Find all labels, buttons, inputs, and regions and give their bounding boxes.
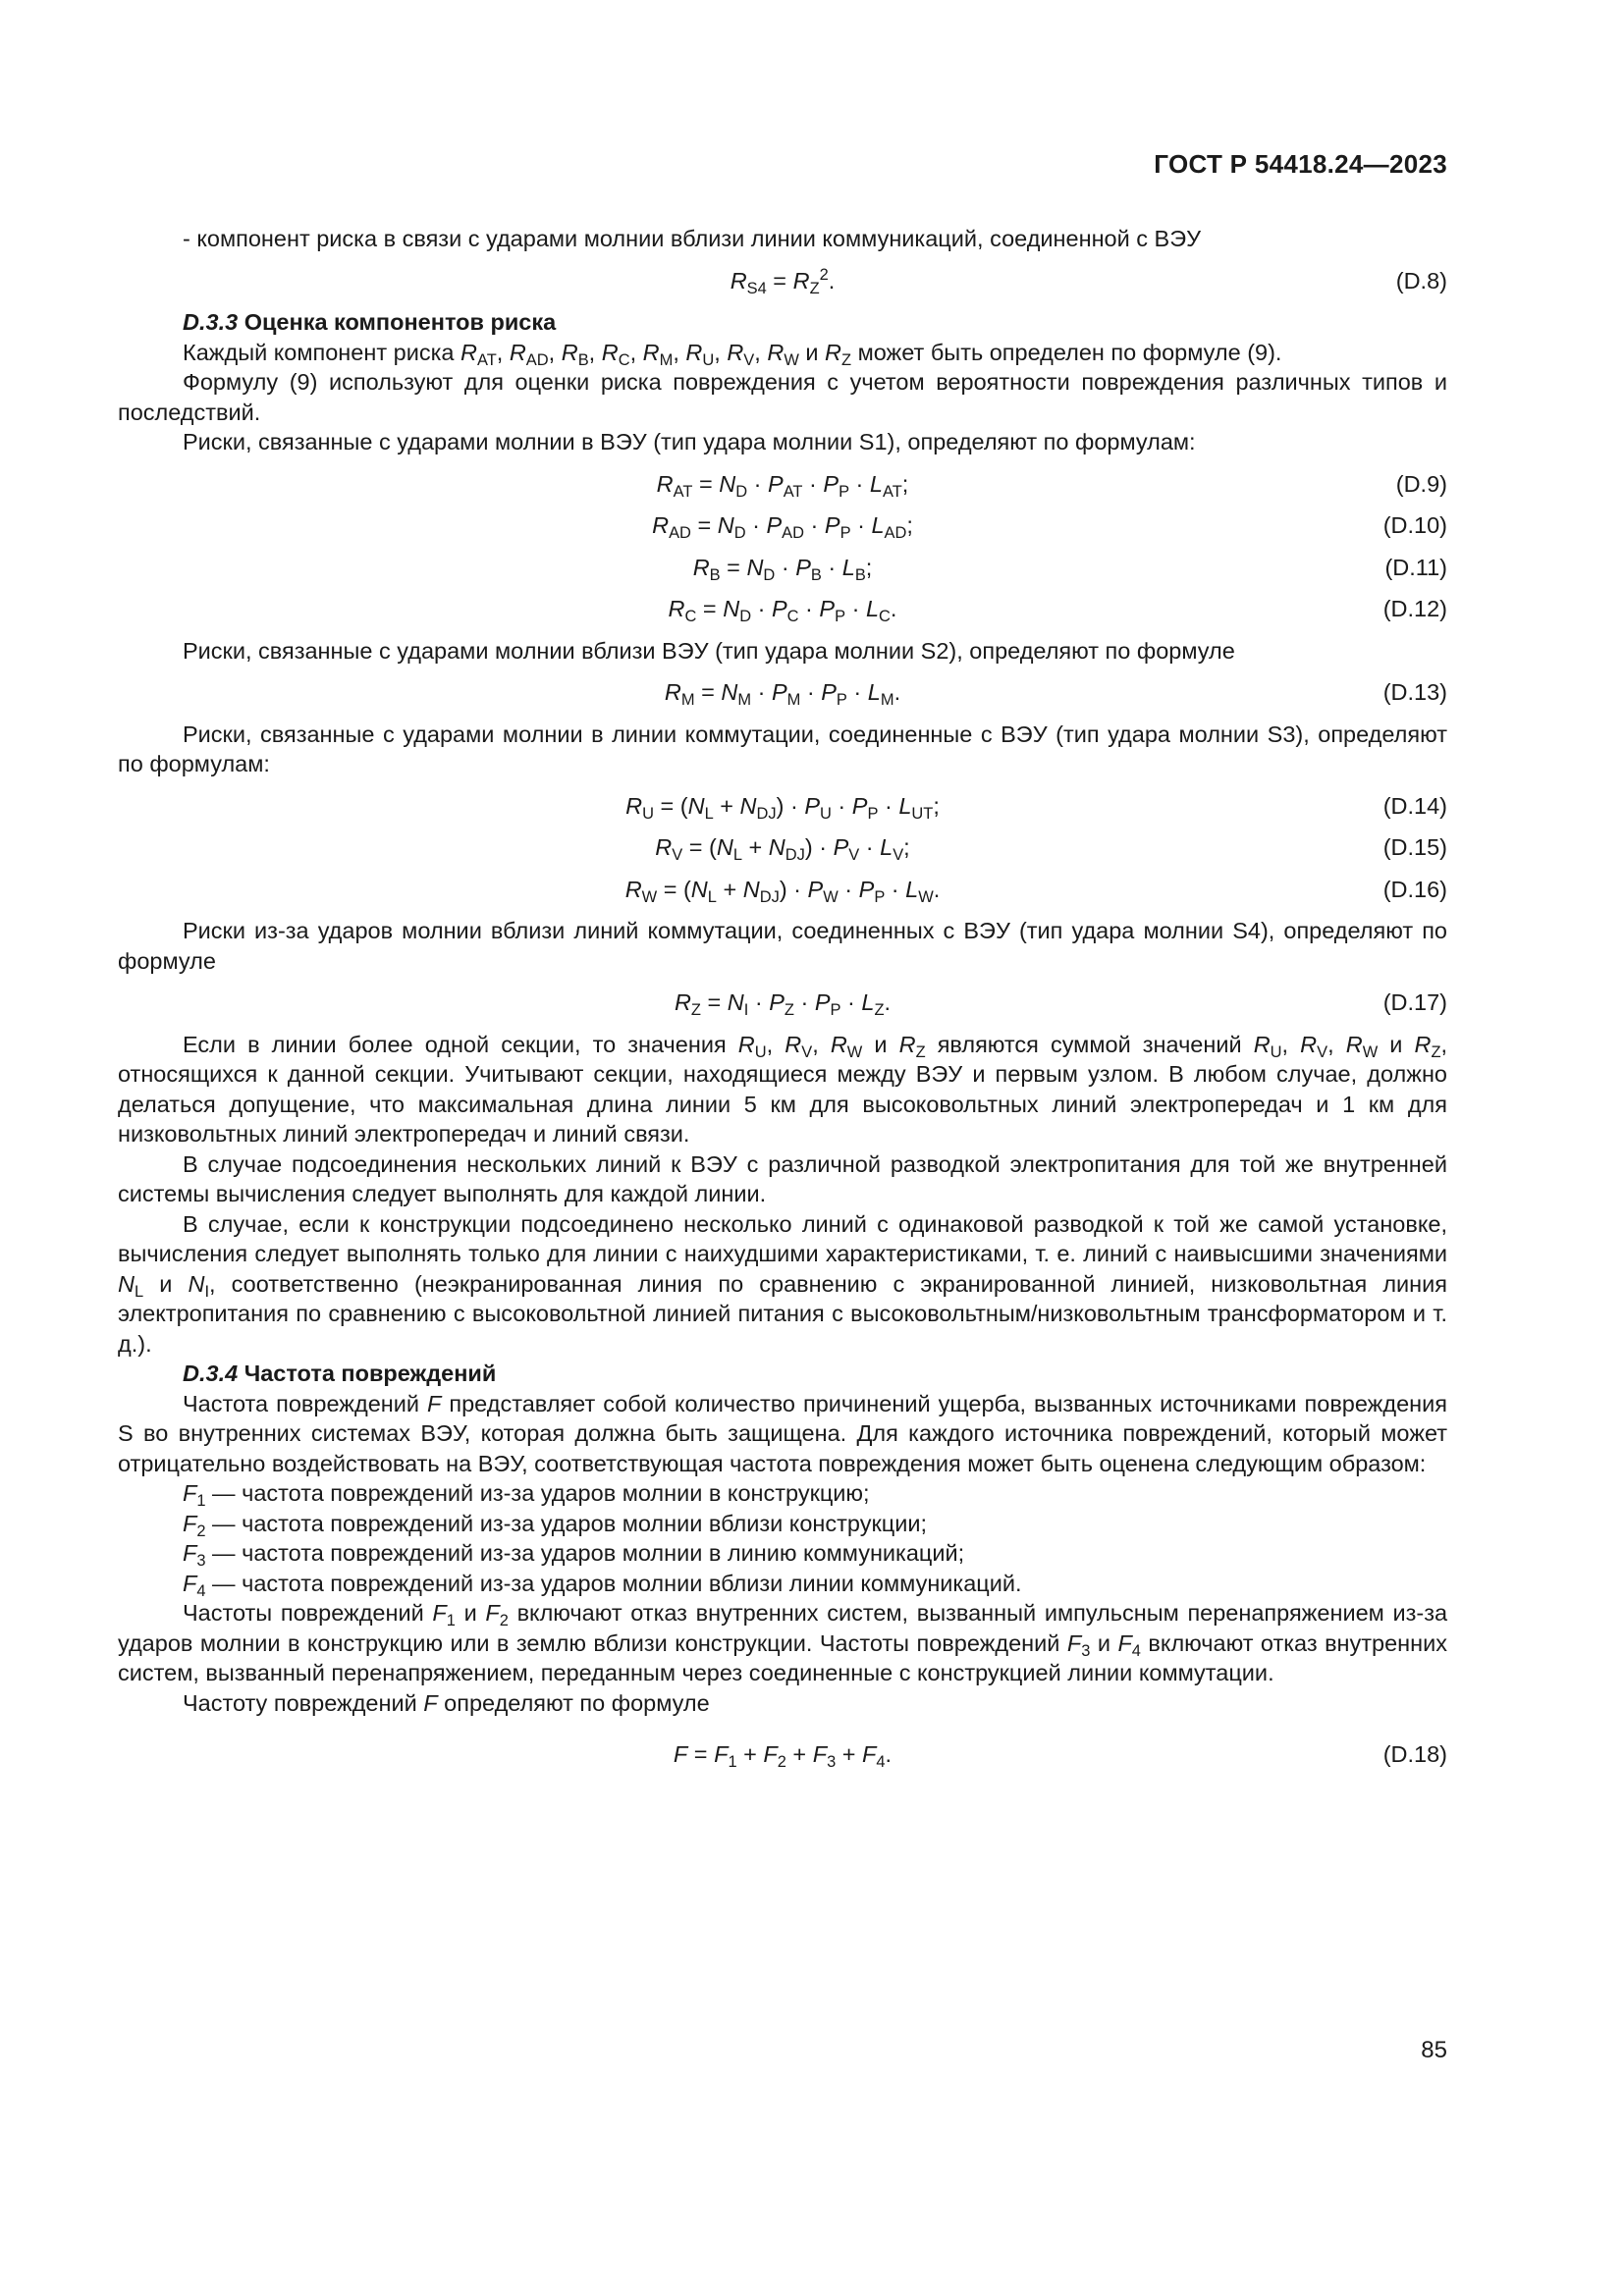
formula: $R_M = N_M \cdot P_M \cdot P_P \cdot L_M$. xyxy=(664,679,901,709)
formula: $R_V = (N_L + N_{DJ}) \cdot P_V \cdot L_V$; xyxy=(655,834,910,864)
equation-d12 xyxy=(118,594,1447,624)
paragraph: Риски, связанные с ударами молнии в ВЭУ (тип удара молнии S1), определяют по формулам: xyxy=(183,429,1196,454)
equation-d8 xyxy=(118,266,1447,296)
page-content xyxy=(118,224,1447,1782)
formula: $R_B = N_D \cdot P_B \cdot L_B$; xyxy=(692,554,873,584)
formula: $R_C = N_D \cdot P_C \cdot P_P \cdot L_C$. xyxy=(668,596,897,625)
formula: $R_{S4} = R_Z^2$. xyxy=(730,265,836,297)
formula: $R_Z = N_I \cdot P_Z \cdot P_P \cdot L_Z$. xyxy=(674,989,892,1019)
paragraph: Каждый компонент риска $R_{AT}$, $R_{AD}$, $R_B$, $R_C$, $R_M$, $R_U$, $R_V$, $R_W$ и $R_Z$ может быть определен по формуле (9). xyxy=(183,339,1282,369)
paragraph: Риски, связанные с ударами молнии в линии коммутации, соединенные с ВЭУ (тип удара молнии S3), определяют по формулам: xyxy=(118,721,1447,776)
formula: $R_{AT} = N_D \cdot P_{AT} \cdot P_P \cdot L_{AT}$; xyxy=(656,470,909,501)
list-item: $F_1$ — частота повреждений из-за ударов молнии в конструкцию; xyxy=(183,1480,870,1510)
equation-d14 xyxy=(118,791,1447,822)
paragraph: В случае подсоединения нескольких линий к ВЭУ с различной разводкой электропитания для той же внутренней системы вычисления следует выполнять для каждой линии. xyxy=(118,1150,1447,1206)
paragraph: Риски, связанные с ударами молнии вблизи ВЭУ (тип удара молнии S2), определяют по формуле xyxy=(183,637,1235,664)
document-header: ГОСТ Р 54418.24—2023 xyxy=(1154,149,1447,179)
page-number: 85 xyxy=(1421,2037,1447,2063)
list-item: $F_3$ — частота повреждений из-за ударов молнии в линию коммуникаций; xyxy=(183,1540,965,1570)
paragraph: Частота повреждений F представляет собой количество причинений ущерба, вызванных источниками повреждения S во внутренних системах ВЭУ, которая должна быть защищена. Для каждого источника повреждений, который может отрицательно воздействовать на ВЭУ, соответствующая частота повреждения может быть оценена следующим образом: xyxy=(118,1390,1448,1476)
paragraph: Риски из-за ударов молнии вблизи линий коммутации, соединенных с ВЭУ (тип удара молнии S4), определяют по формуле xyxy=(118,918,1447,974)
equation-d15 xyxy=(118,832,1447,863)
paragraph: Частоты повреждений $F_1$ и $F_2$ включают отказ внутренних систем, вызванный импульсным перенапряжением из-за ударов молнии в конструкцию или в землю вблизи конструкции. Частоты повреждений $F_3$ и $F_4$ включают отказ внутренних систем, вызванный перенапряжением, переданным через соединенные с конструкцией линии коммутации. xyxy=(118,1600,1448,1685)
equation-number: (D.14) xyxy=(1382,792,1447,819)
section-heading-d33: D.3.3 Оценка компонентов риска xyxy=(183,309,557,335)
list-item: $F_4$ — частота повреждений из-за ударов молнии вблизи линии коммуникаций. xyxy=(183,1570,1022,1600)
formula: $R_U = (N_L + N_{DJ}) \cdot P_U \cdot P_P \cdot L_{UT}$; xyxy=(625,792,940,823)
intro-line: - компонент риска в связи с ударами молнии вблизи линии коммуникаций, соединенной с ВЭУ xyxy=(183,226,1202,251)
equation-number: (D.13) xyxy=(1382,679,1447,705)
equation-d13 xyxy=(118,677,1447,708)
equation-d11 xyxy=(118,553,1447,583)
list-item: $F_2$ — частота повреждений из-за ударов молнии вблизи конструкции; xyxy=(183,1510,927,1540)
section-heading-d34: D.3.4 Частота повреждений xyxy=(183,1361,497,1386)
paragraph: Частоту повреждений F определяют по формуле xyxy=(183,1689,710,1716)
equation-number: (D.15) xyxy=(1382,834,1447,860)
paragraph: Если в линии более одной секции, то значения $R_U$, $R_V$, $R_W$ и $R_Z$ являются суммой значений $R_U$, $R_V$, $R_W$ и $R_Z$, относящихся к данной секции. Учитывают секции, находящиеся между ВЭУ и первым узлом. В любом случае, должно делаться допущение, что максимальная длина линии 5 км для высоковольтных линий электропередач и 1 км для низковольтных линий электропередач и линий связи. xyxy=(118,1031,1448,1147)
equation-number: (D.17) xyxy=(1382,989,1447,1015)
equation-number: (D.9) xyxy=(1395,470,1447,497)
equation-d9 xyxy=(118,469,1447,500)
equation-number: (D.18) xyxy=(1382,1741,1447,1767)
equation-d18 xyxy=(118,1739,1447,1770)
equation-d16 xyxy=(118,875,1447,905)
equation-d10 xyxy=(118,510,1447,541)
equation-number: (D.11) xyxy=(1384,554,1447,580)
equation-number: (D.10) xyxy=(1382,512,1447,538)
equation-number: (D.16) xyxy=(1382,876,1447,902)
paragraph: В случае, если к конструкции подсоединено несколько линий с одинаковой разводкой к той же самой установке, вычисления следует выполнять только для линии с наихудшими характеристиками, т. е. линий с наивысшими значениями $N_L$ и $N_I$, соответственно (неэкранированная линия по сравнению с экранированной линией, низковольтная линия электропитания по сравнению с высоковольтной линией питания с высоковольтным/низковольтным трансформатором и т. д.). xyxy=(118,1210,1447,1357)
formula: $R_{AD} = N_D \cdot P_{AD} \cdot P_P \cdot L_{AD}$; xyxy=(652,512,913,542)
formula: $F = F_1 + F_2 + F_3 + F_4$. xyxy=(673,1741,893,1771)
formula: $R_W = (N_L + N_{DJ}) \cdot P_W \cdot P_P \cdot L_W$. xyxy=(624,876,941,906)
equation-d17 xyxy=(118,988,1447,1018)
paragraph: Формулу (9) используют для оценки риска повреждения с учетом вероятности повреждения различных типов и последствий. xyxy=(118,369,1447,425)
equation-number: (D.12) xyxy=(1382,596,1447,621)
equation-number: (D.8) xyxy=(1395,267,1447,294)
